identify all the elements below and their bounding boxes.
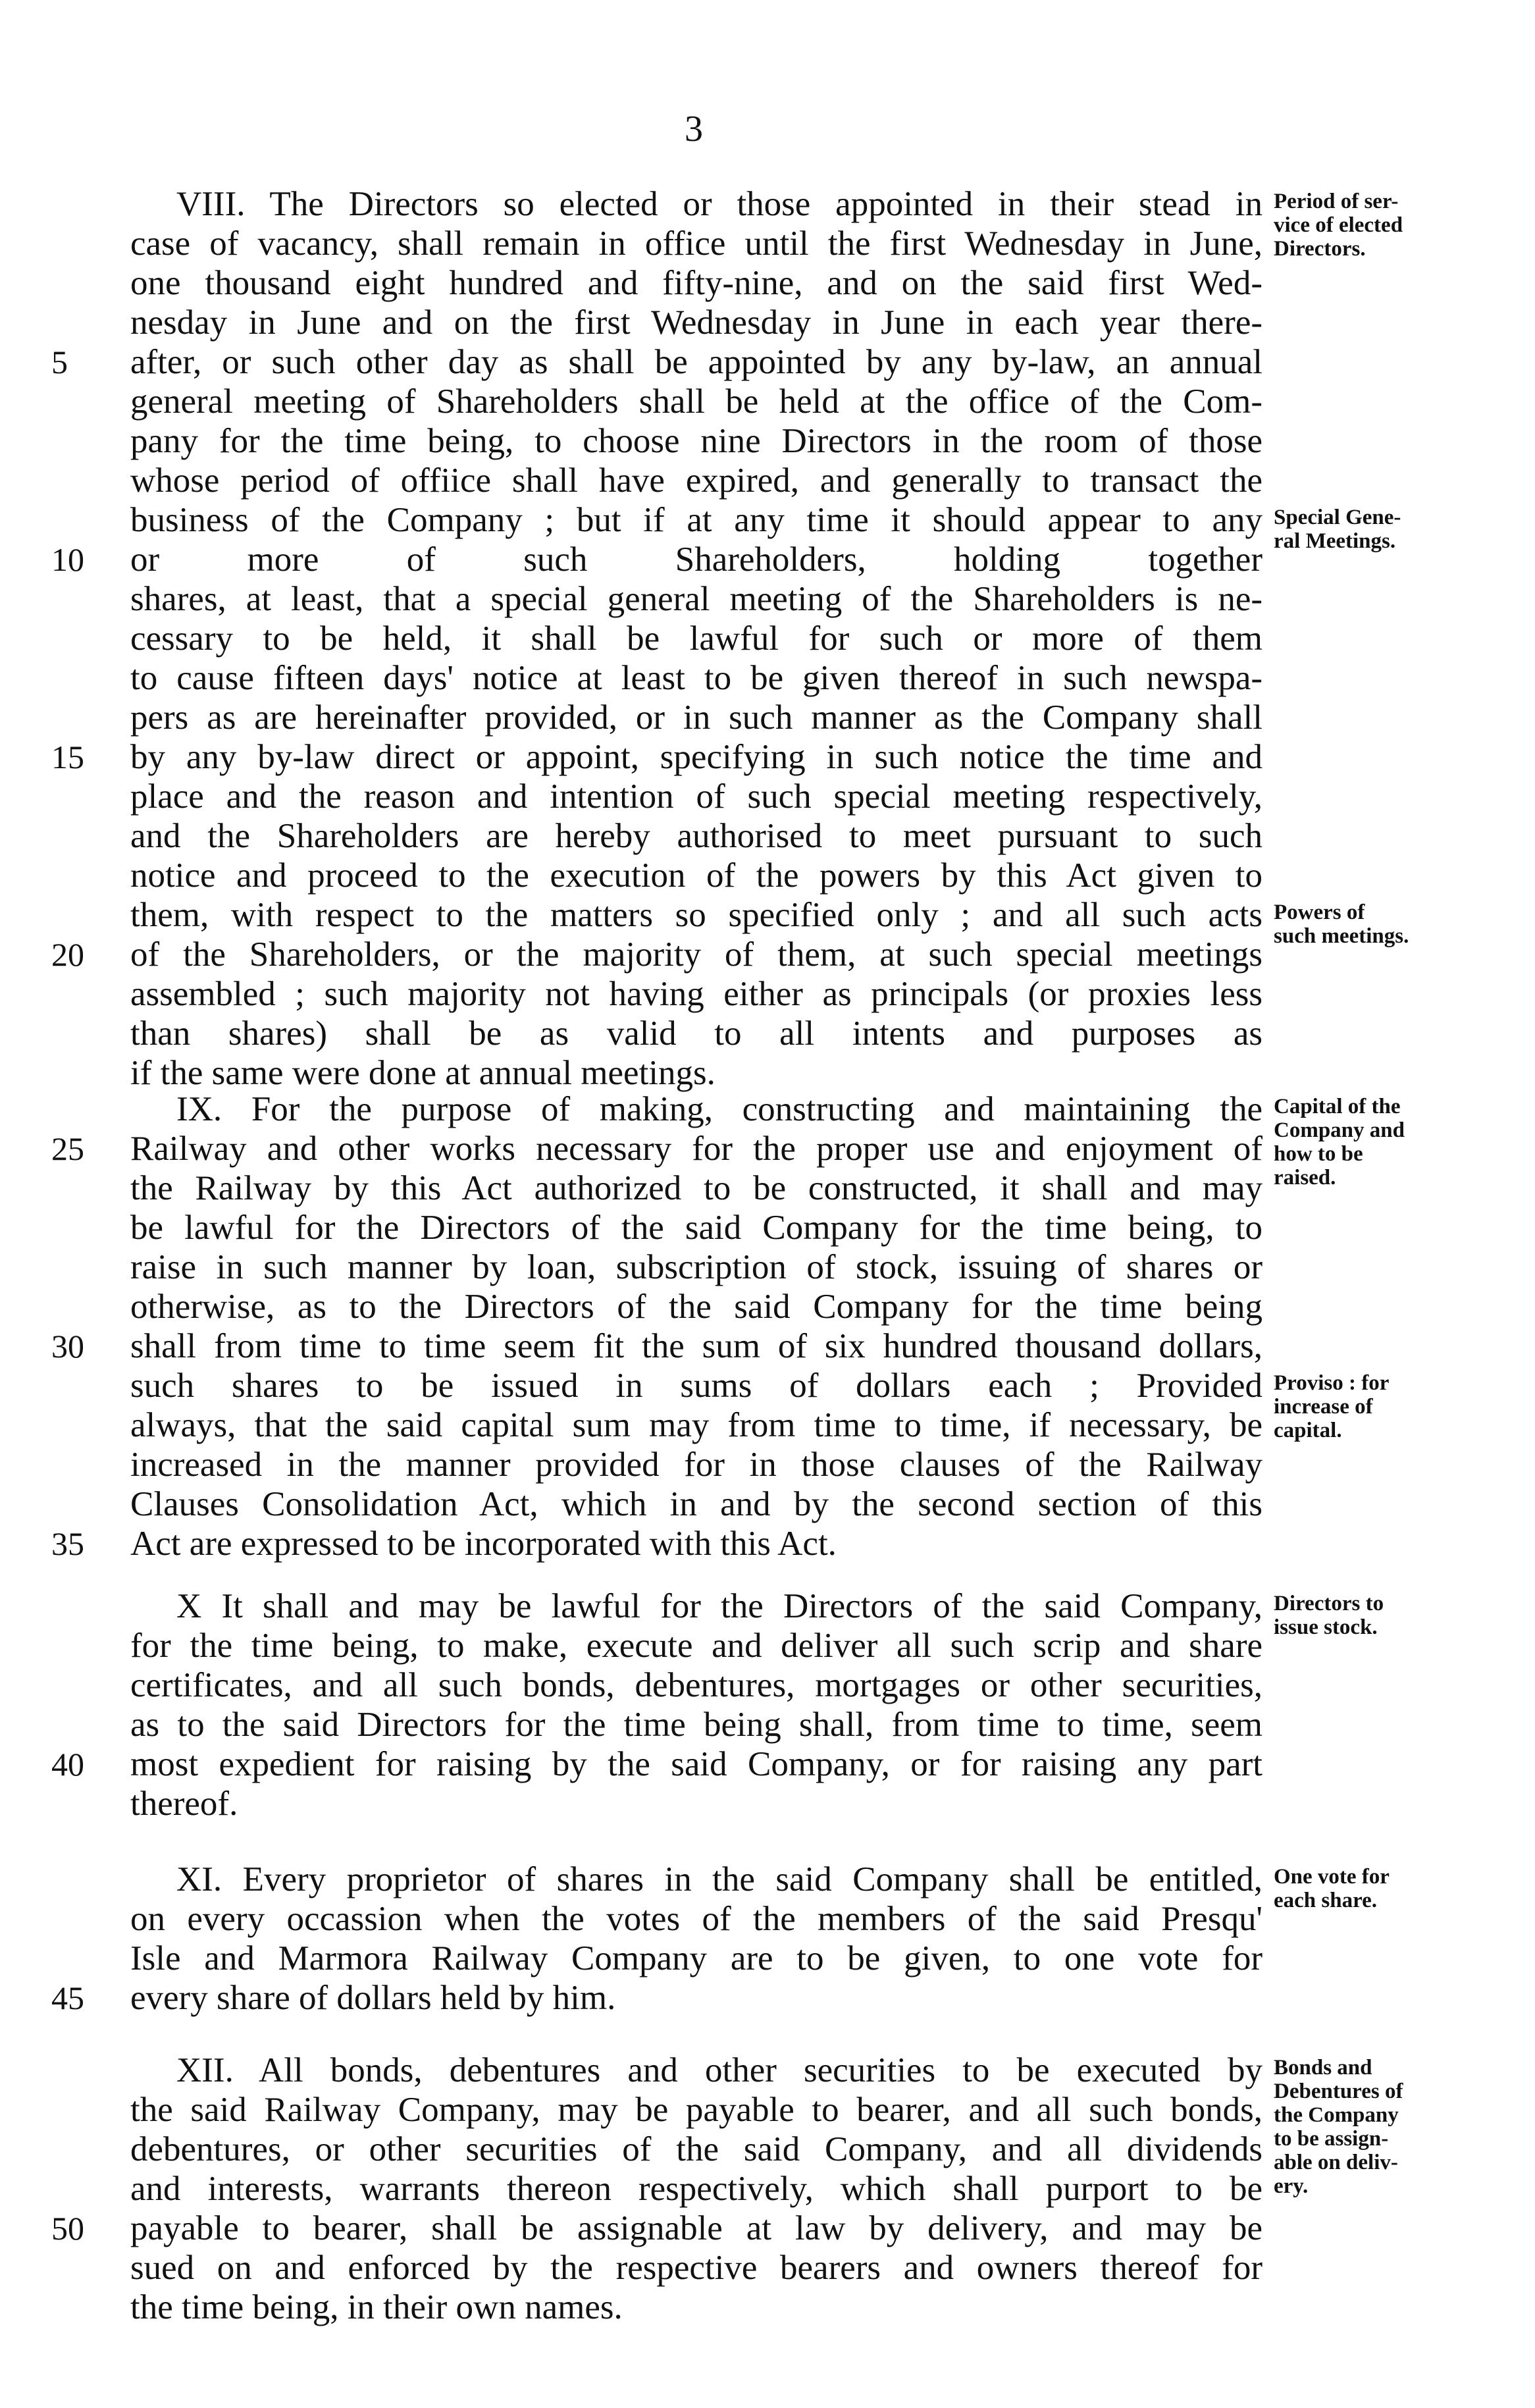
side-note: [1274, 2056, 1524, 2198]
body-line: and the Shareholders are hereby authorised to meet pursuant to such: [130, 817, 1262, 855]
side-note-line: ery.: [1274, 2174, 1309, 2198]
body-line: shall from time to time seem fit the sum of six hundred thousand dollars,: [130, 1327, 1262, 1365]
body-line: and interests, warrants thereon respectively, which shall purport to be: [130, 2170, 1262, 2208]
body-line: most expedient for raising by the said Company, or for raising any part: [130, 1745, 1262, 1783]
body-line: always, that the said capital sum may from time to time, if necessary, be: [130, 1406, 1262, 1444]
body-line: whose period of offiice shall have expired, and generally to transact the: [130, 461, 1262, 500]
side-note: [1274, 190, 1524, 261]
side-note-line: such meetings.: [1274, 924, 1409, 948]
side-note-line: Company and: [1274, 1118, 1405, 1142]
body-line: IX. For the purpose of making, constructing and maintaining the: [176, 1090, 1262, 1128]
body-line: Clauses Consolidation Act, which in and by the second section of this: [130, 1485, 1262, 1523]
body-line: every share of dollars held by him.: [130, 1979, 616, 2017]
side-note-line: raised.: [1274, 1166, 1336, 1190]
body-line: if the same were done at annual meetings.: [130, 1054, 715, 1092]
side-note-line: One vote for: [1274, 1865, 1390, 1889]
body-line: the said Railway Company, may be payable to bearer, and all such bonds,: [130, 2091, 1262, 2129]
body-line: payable to bearer, shall be assignable at law by delivery, and may be: [130, 2209, 1262, 2247]
body-line: sued on and enforced by the respective bearers and owners thereof for: [130, 2249, 1262, 2287]
body-line: of the Shareholders, or the majority of them, at such special meetings: [130, 935, 1262, 974]
body-line: to cause fifteen days' notice at least to be given thereof in such newspa-: [130, 659, 1262, 697]
side-note-line: Proviso : for: [1274, 1371, 1390, 1395]
side-note: [1274, 1865, 1524, 1912]
body-line: XI. Every proprietor of shares in the said Company shall be entitled,: [176, 1860, 1262, 1898]
body-line: place and the reason and intention of such special meeting respectively,: [130, 777, 1262, 816]
body-line: notice and proceed to the execution of the powers by this Act given to: [130, 856, 1262, 895]
body-line: pers as are hereinafter provided, or in such manner as the Company shall: [130, 698, 1262, 737]
body-line: VIII. The Directors so elected or those appointed in their stead in: [176, 185, 1262, 223]
side-note-line: ral Meetings.: [1274, 529, 1396, 553]
body-line: than shares) shall be as valid to all intents and purposes as: [130, 1014, 1262, 1053]
body-line: or more of such Shareholders, holding together: [130, 540, 1262, 579]
side-note-line: capital.: [1274, 1419, 1342, 1442]
body-line: such shares to be issued in sums of dollars each ; Provided: [130, 1367, 1262, 1405]
body-line: Railway and other works necessary for the proper use and enjoyment of: [130, 1130, 1262, 1168]
body-line: shares, at least, that a special general meeting of the Shareholders is ne-: [130, 580, 1262, 618]
body-line: for the time being, to make, execute and deliver all such scrip and share: [130, 1627, 1262, 1665]
body-line: debentures, or other securities of the said Company, and all dividends: [130, 2130, 1262, 2168]
side-note-line: issue stock.: [1274, 1615, 1378, 1639]
side-note: [1274, 506, 1524, 553]
margin-line-number: 50: [51, 2210, 84, 2247]
body-line: them, with respect to the matters so specified only ; and all such acts: [130, 896, 1262, 934]
side-note-line: Special Gene-: [1274, 506, 1401, 529]
side-note-line: Powers of: [1274, 901, 1365, 924]
body-line: the time being, in their own names.: [130, 2288, 623, 2326]
margin-line-number: 5: [51, 344, 68, 380]
side-note-line: increase of: [1274, 1395, 1373, 1419]
body-line: thereof.: [130, 1785, 238, 1823]
margin-line-number: 45: [51, 1979, 84, 2016]
body-line: XII. All bonds, debentures and other securities to be executed by: [176, 2051, 1262, 2089]
margin-line-number: 15: [51, 739, 84, 775]
body-line: after, or such other day as shall be appointed by any by-law, an annual: [130, 343, 1262, 381]
margin-line-number: 40: [51, 1746, 84, 1783]
body-line: business of the Company ; but if at any time it should appear to any: [130, 501, 1262, 539]
margin-line-number: 25: [51, 1130, 84, 1167]
side-note-line: Capital of the: [1274, 1095, 1401, 1118]
side-note: [1274, 1592, 1524, 1639]
side-note-line: how to be: [1274, 1142, 1363, 1166]
body-line: case of vacancy, shall remain in office until the first Wednesday in June,: [130, 224, 1262, 263]
body-line: assembled ; such majority not having either as principals (or proxies less: [130, 975, 1262, 1013]
body-line: the Railway by this Act authorized to be constructed, it shall and may: [130, 1169, 1262, 1207]
margin-line-number: 10: [51, 541, 84, 578]
body-line: cessary to be held, it shall be lawful for such or more of them: [130, 619, 1262, 658]
body-line: one thousand eight hundred and fifty-nine, and on the said first Wed-: [130, 264, 1262, 302]
side-note-line: Debentures of: [1274, 2080, 1403, 2103]
side-note: [1274, 1371, 1524, 1442]
body-line: as to the said Directors for the time being shall, from time to time, seem: [130, 1706, 1262, 1744]
side-note-line: Period of ser-: [1274, 190, 1399, 213]
body-line: on every occassion when the votes of the members of the said Presqu': [130, 1900, 1262, 1938]
side-note: [1274, 1095, 1524, 1190]
side-note-line: each share.: [1274, 1889, 1378, 1912]
body-line: X It shall and may be lawful for the Directors of the said Company,: [176, 1587, 1262, 1625]
body-line: Isle and Marmora Railway Company are to be given, to one vote for: [130, 1939, 1262, 1977]
side-note: [1274, 901, 1524, 948]
body-line: general meeting of Shareholders shall be held at the office of the Com-: [130, 382, 1262, 421]
body-line: be lawful for the Directors of the said Company for the time being, to: [130, 1209, 1262, 1247]
side-note-line: Directors.: [1274, 237, 1366, 261]
side-note-line: to be assign-: [1274, 2127, 1389, 2151]
side-note-line: able on deliv-: [1274, 2151, 1398, 2174]
page-number: 3: [685, 109, 703, 149]
margin-line-number: 20: [51, 936, 84, 973]
margin-line-number: 30: [51, 1328, 84, 1365]
side-note-line: the Company: [1274, 2103, 1399, 2127]
body-line: Act are expressed to be incorporated with this Act.: [130, 1525, 837, 1563]
body-line: raise in such manner by loan, subscription of stock, issuing of shares or: [130, 1248, 1262, 1286]
body-line: increased in the manner provided for in those clauses of the Railway: [130, 1446, 1262, 1484]
body-line: nesday in June and on the first Wednesday in June in each year there-: [130, 303, 1262, 342]
body-line: certificates, and all such bonds, debentures, mortgages or other securities,: [130, 1666, 1262, 1704]
side-note-line: vice of elected: [1274, 213, 1403, 237]
body-line: by any by-law direct or appoint, specifying in such notice the time and: [130, 738, 1262, 776]
body-line: otherwise, as to the Directors of the said Company for the time being: [130, 1288, 1262, 1326]
side-note-line: Bonds and: [1274, 2056, 1372, 2080]
margin-line-number: 35: [51, 1525, 84, 1562]
side-note-line: Directors to: [1274, 1592, 1384, 1615]
body-line: pany for the time being, to choose nine Directors in the room of those: [130, 422, 1262, 460]
